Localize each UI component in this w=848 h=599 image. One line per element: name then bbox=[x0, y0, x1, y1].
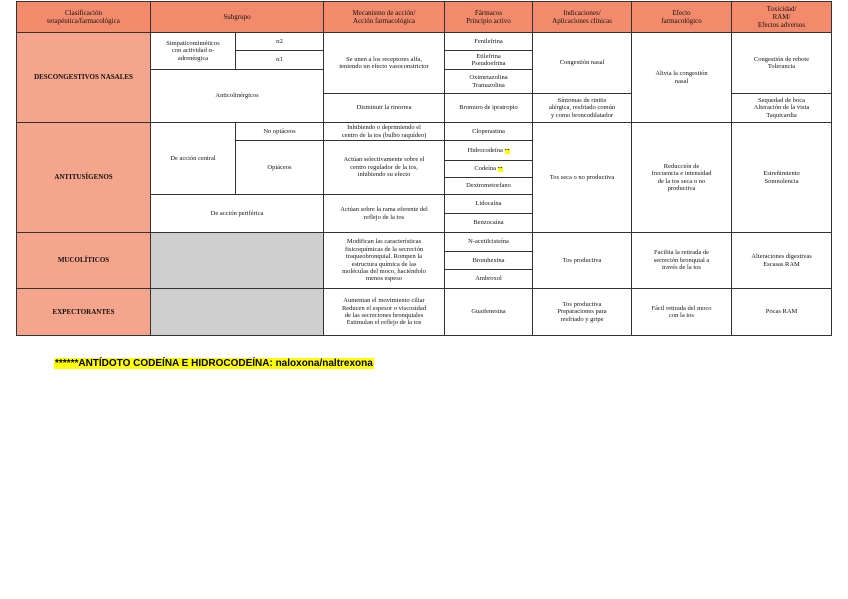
header-toxicidad: Toxicidad/ RAM/ Efectos adversos bbox=[732, 2, 832, 33]
opiaceos-mecanismo: Actúan selectivamente sobre el centro regulador de la tos, inhibiendo su efecto bbox=[324, 141, 445, 195]
highlight-marker: ** bbox=[504, 148, 510, 154]
antitusigenos-toxicidad: Estreñimiento Somnolencia bbox=[732, 123, 832, 233]
descongestivos-toxicidad: Congestión de rebote Tolerancia bbox=[732, 33, 832, 94]
anticolinergicos-indicacion: Síntomas de rinitis alérgica, resfriado común y como broncodilatador bbox=[533, 94, 632, 123]
receptor-alpha1: α1 bbox=[236, 51, 324, 70]
periferica-mecanismo: Actúan sobre la rama eferente del reflejo de la tos bbox=[324, 195, 445, 233]
anticolinergicos-mecanismo: Disminuir la rinorrea bbox=[324, 94, 445, 123]
drug-cloperastina: Cloperastina bbox=[445, 123, 533, 141]
drug-benzocaina: Benzocaína bbox=[445, 214, 533, 233]
drug-fenilefrina: Fenilefrina bbox=[445, 33, 533, 51]
descongestivos-indicacion: Congestión nasal bbox=[533, 33, 632, 94]
category-descongestivos: DESCONGESTIVOS NASALES bbox=[17, 33, 151, 123]
drug-ipratropio: Bromuro de ipratropio bbox=[445, 94, 533, 123]
descongestivos-efecto: Alivia la congestión nasal bbox=[632, 33, 732, 123]
table-row bbox=[17, 233, 832, 252]
no-opiaceos-mecanismo: Inhibiendo o deprimiendo el centro de la tos (bulbo raquídeo) bbox=[324, 123, 445, 141]
pharmacology-table bbox=[16, 1, 832, 336]
header-clasificacion: Clasificación terapéutica/farmacológica bbox=[17, 2, 151, 33]
drug-lidocaina: Lidocaína bbox=[445, 195, 533, 214]
descongestivos-mecanismo: Se unen a los receptores alfa, teniendo un efecto vasoconstrictor bbox=[324, 33, 445, 94]
expectorantes-indicacion: Tos productiva Preparaciones para resfriado y gripe bbox=[533, 289, 632, 336]
subgroup-empty bbox=[151, 233, 324, 289]
subgroup-accion-periferica: De acción periférica bbox=[151, 195, 324, 233]
header-mecanismo: Mecanismo de acción/ Acción farmacológica bbox=[324, 2, 445, 33]
mucoliticos-mecanismo: Modifican las características fisicoquímicas de la secreción traqueobronquial. Rompen la estructura química de las moléculas del moco, haciéndolo menos espeso bbox=[324, 233, 445, 289]
antidote-note: ******ANTÍDOTO CODEÍNA E HIDROCODEÍNA: naloxona/naltrexona bbox=[55, 358, 373, 369]
antitusigenos-indicacion: Tos seca o no productiva bbox=[533, 123, 632, 233]
expectorantes-toxicidad: Pocas RAM bbox=[732, 289, 832, 336]
drug-hidrocodeina: Hidrocodeína ** bbox=[445, 141, 533, 161]
subgroup-anticolinergicos: Anticolinérgicos bbox=[151, 70, 324, 123]
table-row bbox=[17, 289, 832, 336]
header-indicaciones: Indicaciones/ Aplicaciones clínicas bbox=[533, 2, 632, 33]
category-expectorantes: EXPECTORANTES bbox=[17, 289, 151, 336]
table-row bbox=[17, 123, 832, 141]
drugs-alpha1: Etilefrina Pseudoefrina bbox=[445, 51, 533, 70]
antitusigenos-efecto: Reducción de frecuencia e intensidad de la tos seca o no productiva bbox=[632, 123, 732, 233]
drugs-alpha1-imidazolinas: Oximetazolina Tramazolina bbox=[445, 70, 533, 94]
category-antitusigenos: ANTITUSÍGENOS bbox=[17, 123, 151, 233]
subgroup-accion-central: De acción central bbox=[151, 123, 236, 195]
header-row bbox=[17, 2, 832, 33]
drug-codeina: Codeína ** bbox=[445, 161, 533, 178]
expectorantes-mecanismo: Aumentan el movimiento ciliar Reducen el espesor o viscosidad de las secreciones bronquiales Estimulan el reflejo de la tos bbox=[324, 289, 445, 336]
drug-acetilcisteina: N-acetilcisteína bbox=[445, 233, 533, 252]
table-row bbox=[17, 33, 832, 51]
subgroup-empty bbox=[151, 289, 324, 336]
mucoliticos-efecto: Facilita la retirada de secreción bronquial a través de la tos bbox=[632, 233, 732, 289]
expectorantes-efecto: Fácil retirada del moco con la tos bbox=[632, 289, 732, 336]
subgroup-simpaticomimeticos: Simpaticomiméticos con actividad α- adrenérgica bbox=[151, 33, 236, 70]
mucoliticos-toxicidad: Alteraciones digestivas Escasas RAM bbox=[732, 233, 832, 289]
anticolinergicos-toxicidad: Sequedad de boca Alteración de la vista Taquicardia bbox=[732, 94, 832, 123]
drug-bromhexina: Bromhexina bbox=[445, 252, 533, 270]
drug-ambroxol: Ambroxol bbox=[445, 270, 533, 289]
subgroup-opiaceos: Opiáceos bbox=[236, 141, 324, 195]
subgroup-no-opiaceos: No opiáceos bbox=[236, 123, 324, 141]
drug-dextrometorfano: Dextrometorfano bbox=[445, 178, 533, 195]
receptor-alpha2: α2 bbox=[236, 33, 324, 51]
header-subgrupo: Subgrupo bbox=[151, 2, 324, 33]
category-mucoliticos: MUCOLÍTICOS bbox=[17, 233, 151, 289]
highlight-marker: ** bbox=[497, 167, 503, 173]
drug-guaifenesina: Guaifenesina bbox=[445, 289, 533, 336]
mucoliticos-indicacion: Tos productiva bbox=[533, 233, 632, 289]
header-efecto: Efecto farmacológico bbox=[632, 2, 732, 33]
header-farmacos: Fármacos Principio activo bbox=[445, 2, 533, 33]
